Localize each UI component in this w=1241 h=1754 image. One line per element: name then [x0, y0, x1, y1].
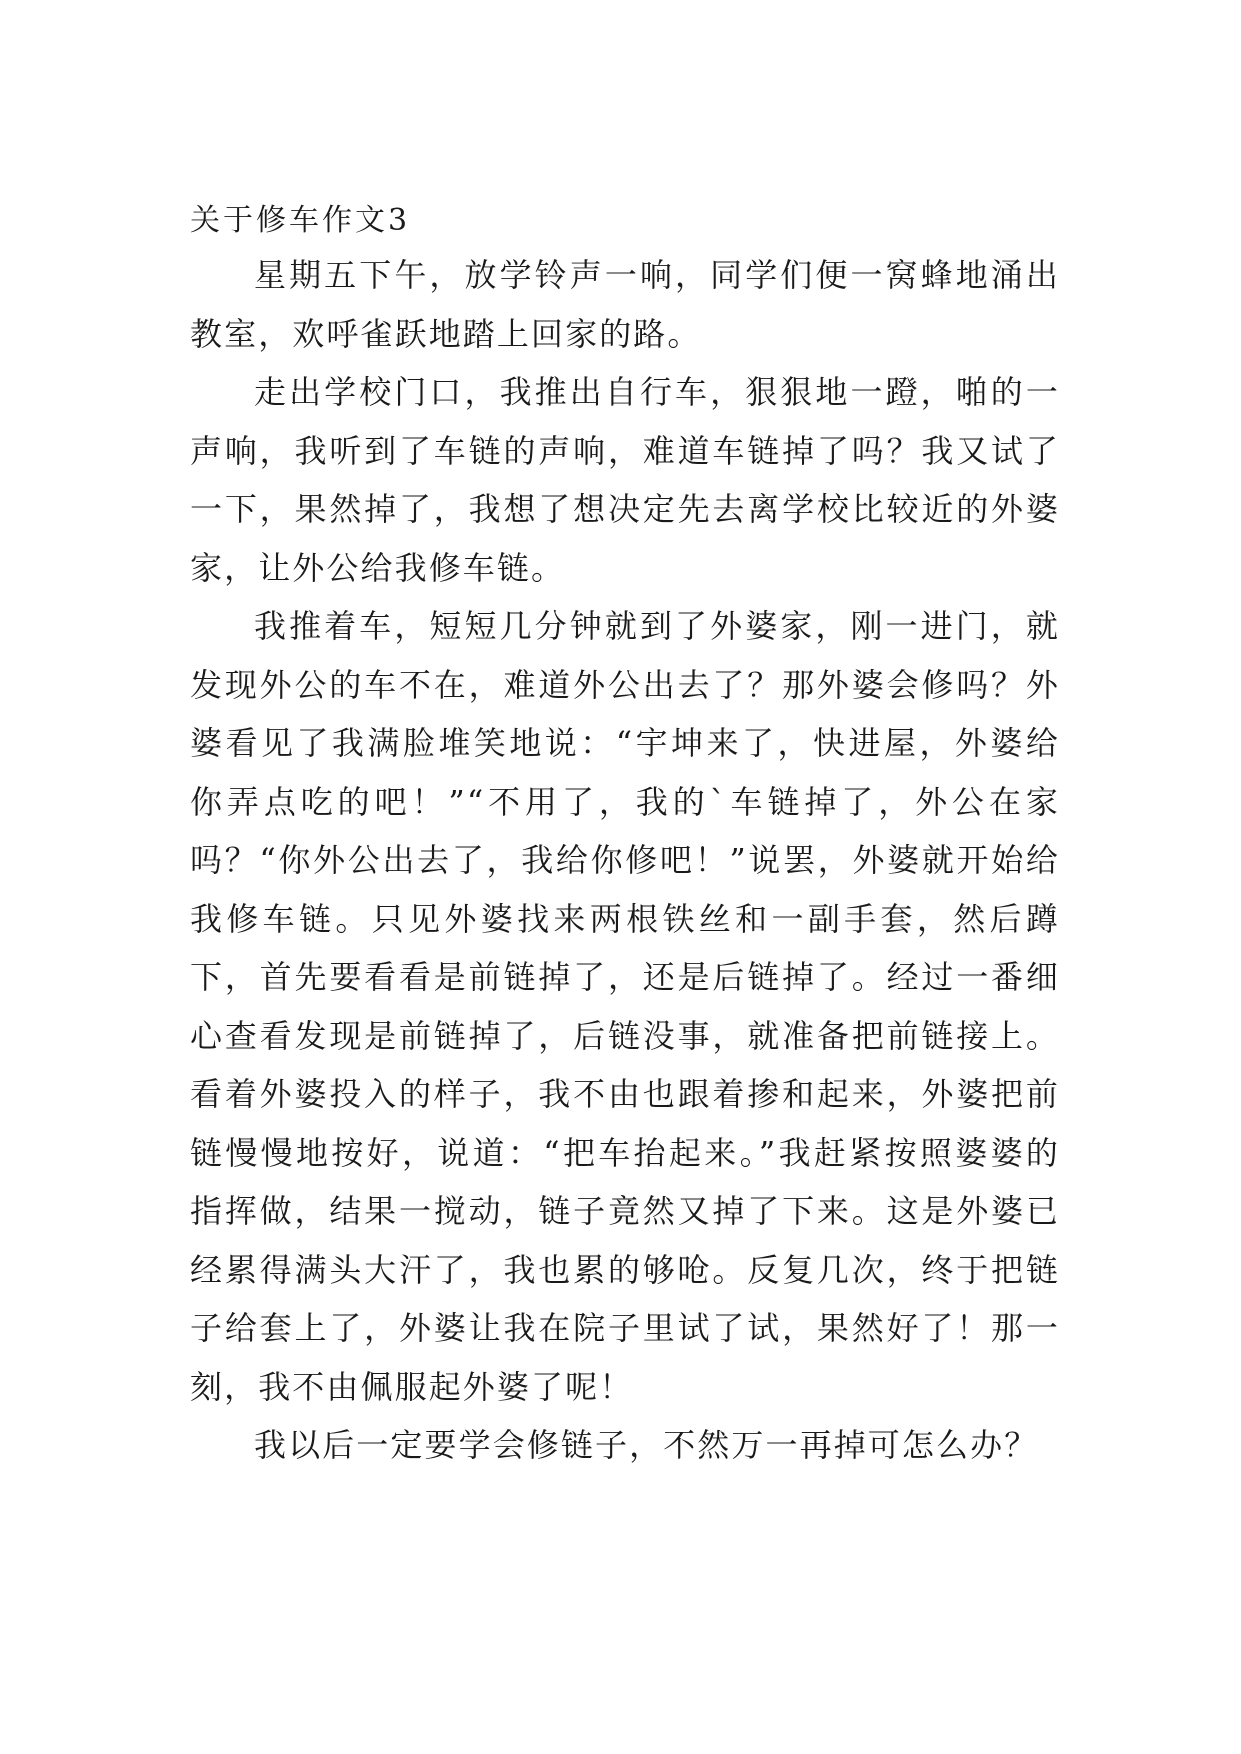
paragraph-2: 走出学校门口，我推出自行车，狠狠地一蹬，啪的一声响，我听到了车链的声响，难道车链掉了吗？我又试了一下，果然掉了，我想了想决定先去离学校比较近的外婆家，让外公给我修车链。 — [190, 373, 1060, 587]
paragraph-4: 我以后一定要学会修链子，不然万一再掉可怎么办？ — [254, 1426, 1039, 1464]
paragraph-1: 星期五下午，放学铃声一响，同学们便一窝蜂地涌出教室，欢呼雀跃地踏上回家的路。 — [190, 256, 1060, 353]
document-title: 关于修车作文3 — [190, 203, 411, 238]
paragraph-3: 我推着车，短短几分钟就到了外婆家，刚一进门，就发现外公的车不在，难道外公出去了？那外婆会修吗？外婆看见了我满脸堆笑地说：“宇坤来了，快进屋，外婆给你弄点吃的吧！”“不用了，我的`车链掉了，外公在家吗？“你外公出去了，我给你修吧！”说罢，外婆就开始给我修车链。只见外婆找来两根铁丝和一副手套，然后蹲下，首先要看看是前链掉了，还是后链掉了。经过一番细心查看发现是前链掉了，后链没事，就准备把前链接上。看着外婆投入的样子，我不由也跟着掺和起来，外婆把前链慢慢地按好，说道：“把车抬起来。”我赶紧按照婆婆的指挥做，结果一搅动，链子竟然又掉了下来。这是外婆已经累得满头大汗了，我也累的够呛。反复几次，终于把链子给套上了，外婆让我在院子里试了试，果然好了！那一刻，我不由佩服起外婆了呢！ — [190, 607, 1060, 1406]
document-body — [190, 196, 1060, 1475]
